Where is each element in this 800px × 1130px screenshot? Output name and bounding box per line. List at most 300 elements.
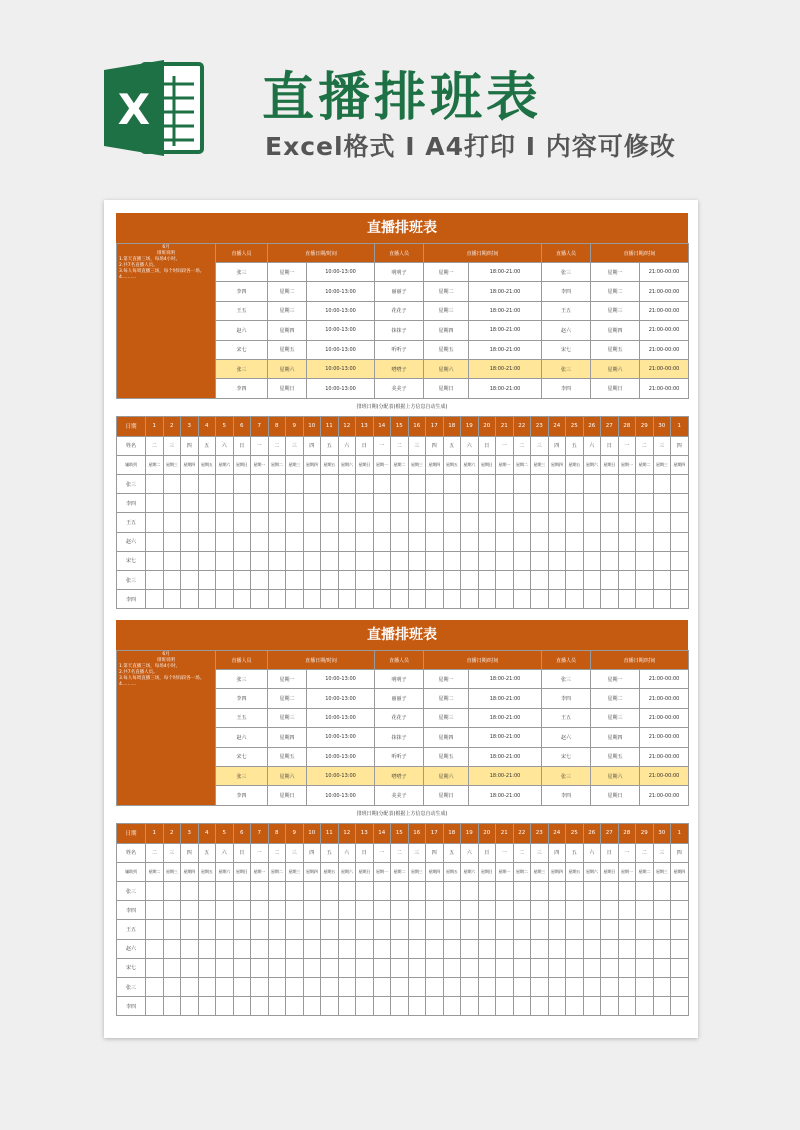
calendar-cell[interactable] bbox=[408, 958, 426, 977]
schedule-cell[interactable]: 10:00-13:00 bbox=[307, 708, 375, 727]
schedule-cell[interactable]: 星期一 bbox=[424, 263, 469, 282]
schedule-cell[interactable]: 10:00-13:00 bbox=[307, 670, 375, 689]
calendar-cell[interactable] bbox=[233, 978, 251, 997]
schedule-cell[interactable]: 10:00-13:00 bbox=[307, 379, 375, 398]
calendar-cell[interactable] bbox=[321, 882, 339, 901]
calendar-cell[interactable] bbox=[443, 571, 461, 590]
calendar-cell[interactable] bbox=[636, 978, 654, 997]
schedule-cell[interactable]: 21:00-00:00 bbox=[640, 282, 689, 301]
calendar-cell[interactable] bbox=[636, 532, 654, 551]
schedule-cell[interactable]: 10:00-13:00 bbox=[307, 321, 375, 340]
calendar-cell[interactable] bbox=[408, 494, 426, 513]
calendar-cell[interactable] bbox=[548, 513, 566, 532]
calendar-cell[interactable] bbox=[356, 882, 374, 901]
calendar-cell[interactable] bbox=[303, 920, 321, 939]
calendar-cell[interactable] bbox=[548, 571, 566, 590]
schedule-cell[interactable]: 星期五 bbox=[268, 340, 307, 359]
calendar-cell[interactable] bbox=[146, 475, 164, 494]
calendar-cell[interactable] bbox=[583, 532, 601, 551]
schedule-cell[interactable]: 张三 bbox=[542, 359, 591, 378]
calendar-cell[interactable] bbox=[618, 513, 636, 532]
calendar-cell[interactable] bbox=[443, 551, 461, 570]
calendar-cell[interactable] bbox=[548, 551, 566, 570]
schedule-cell[interactable]: 10:00-13:00 bbox=[307, 301, 375, 320]
schedule-cell[interactable]: 18:00-21:00 bbox=[469, 689, 542, 708]
schedule-cell[interactable]: 赵六 bbox=[216, 321, 268, 340]
calendar-cell[interactable] bbox=[601, 551, 619, 570]
calendar-cell[interactable] bbox=[496, 590, 514, 609]
schedule-cell[interactable]: 星期六 bbox=[424, 766, 469, 785]
calendar-cell[interactable] bbox=[233, 532, 251, 551]
schedule-cell[interactable]: 星期六 bbox=[424, 359, 469, 378]
calendar-cell[interactable] bbox=[373, 551, 391, 570]
calendar-cell[interactable] bbox=[286, 978, 304, 997]
schedule-cell[interactable]: 花花子 bbox=[375, 708, 424, 727]
calendar-cell[interactable] bbox=[461, 978, 479, 997]
calendar-cell[interactable] bbox=[356, 532, 374, 551]
calendar-cell[interactable] bbox=[671, 571, 689, 590]
calendar-cell[interactable] bbox=[601, 475, 619, 494]
calendar-cell[interactable] bbox=[653, 513, 671, 532]
calendar-cell[interactable] bbox=[583, 551, 601, 570]
calendar-cell[interactable] bbox=[513, 571, 531, 590]
calendar-cell[interactable] bbox=[531, 551, 549, 570]
calendar-cell[interactable] bbox=[583, 494, 601, 513]
calendar-cell[interactable] bbox=[653, 920, 671, 939]
schedule-cell[interactable]: 张三 bbox=[542, 766, 591, 785]
calendar-cell[interactable] bbox=[181, 939, 199, 958]
calendar-cell[interactable] bbox=[531, 494, 549, 513]
calendar-cell[interactable] bbox=[391, 939, 409, 958]
calendar-cell[interactable] bbox=[391, 978, 409, 997]
calendar-cell[interactable] bbox=[303, 958, 321, 977]
schedule-cell[interactable]: 10:00-13:00 bbox=[307, 282, 375, 301]
calendar-cell[interactable] bbox=[566, 532, 584, 551]
calendar-cell[interactable] bbox=[478, 532, 496, 551]
calendar-cell[interactable] bbox=[198, 475, 216, 494]
calendar-cell[interactable] bbox=[478, 494, 496, 513]
calendar-cell[interactable] bbox=[513, 939, 531, 958]
schedule-cell[interactable]: 18:00-21:00 bbox=[469, 301, 542, 320]
calendar-cell[interactable] bbox=[391, 494, 409, 513]
calendar-cell[interactable] bbox=[513, 590, 531, 609]
calendar-cell[interactable] bbox=[636, 590, 654, 609]
calendar-cell[interactable] bbox=[618, 920, 636, 939]
calendar-cell[interactable] bbox=[268, 939, 286, 958]
calendar-cell[interactable] bbox=[513, 494, 531, 513]
schedule-cell[interactable]: 10:00-13:00 bbox=[307, 747, 375, 766]
calendar-cell[interactable] bbox=[251, 475, 269, 494]
calendar-cell[interactable] bbox=[146, 958, 164, 977]
schedule-cell[interactable]: 明明子 bbox=[375, 670, 424, 689]
calendar-cell[interactable] bbox=[163, 475, 181, 494]
calendar-cell[interactable] bbox=[478, 571, 496, 590]
schedule-cell[interactable]: 美美子 bbox=[375, 786, 424, 805]
calendar-cell[interactable] bbox=[373, 958, 391, 977]
calendar-cell[interactable] bbox=[146, 920, 164, 939]
calendar-cell[interactable] bbox=[426, 939, 444, 958]
calendar-cell[interactable] bbox=[251, 997, 269, 1016]
calendar-cell[interactable] bbox=[198, 997, 216, 1016]
schedule-cell[interactable]: 18:00-21:00 bbox=[469, 340, 542, 359]
schedule-cell[interactable]: 21:00-00:00 bbox=[640, 321, 689, 340]
calendar-cell[interactable] bbox=[321, 920, 339, 939]
schedule-cell[interactable]: 星期一 bbox=[591, 263, 640, 282]
calendar-cell[interactable] bbox=[601, 494, 619, 513]
calendar-cell[interactable] bbox=[478, 939, 496, 958]
calendar-cell[interactable] bbox=[286, 920, 304, 939]
calendar-cell[interactable] bbox=[356, 571, 374, 590]
calendar-cell[interactable] bbox=[338, 920, 356, 939]
calendar-cell[interactable] bbox=[583, 958, 601, 977]
schedule-cell[interactable]: 李四 bbox=[542, 282, 591, 301]
calendar-cell[interactable] bbox=[496, 882, 514, 901]
calendar-cell[interactable] bbox=[408, 978, 426, 997]
schedule-cell[interactable]: 李四 bbox=[216, 379, 268, 398]
calendar-cell[interactable] bbox=[251, 920, 269, 939]
calendar-cell[interactable] bbox=[216, 571, 234, 590]
calendar-cell[interactable] bbox=[566, 494, 584, 513]
calendar-cell[interactable] bbox=[373, 882, 391, 901]
calendar-cell[interactable] bbox=[163, 513, 181, 532]
calendar-cell[interactable] bbox=[601, 882, 619, 901]
calendar-cell[interactable] bbox=[671, 494, 689, 513]
calendar-cell[interactable] bbox=[181, 590, 199, 609]
calendar-cell[interactable] bbox=[671, 532, 689, 551]
schedule-cell[interactable]: 10:00-13:00 bbox=[307, 689, 375, 708]
schedule-cell[interactable]: 星期二 bbox=[591, 689, 640, 708]
calendar-cell[interactable] bbox=[146, 978, 164, 997]
calendar-cell[interactable] bbox=[496, 958, 514, 977]
calendar-cell[interactable] bbox=[181, 475, 199, 494]
calendar-cell[interactable] bbox=[671, 882, 689, 901]
schedule-cell[interactable]: 李四 bbox=[216, 282, 268, 301]
schedule-cell[interactable]: 10:00-13:00 bbox=[307, 766, 375, 785]
calendar-cell[interactable] bbox=[268, 978, 286, 997]
schedule-cell[interactable]: 10:00-13:00 bbox=[307, 340, 375, 359]
calendar-cell[interactable] bbox=[531, 997, 549, 1016]
calendar-cell[interactable] bbox=[198, 590, 216, 609]
calendar-cell[interactable] bbox=[181, 513, 199, 532]
calendar-cell[interactable] bbox=[251, 882, 269, 901]
schedule-cell[interactable]: 18:00-21:00 bbox=[469, 708, 542, 727]
calendar-cell[interactable] bbox=[496, 978, 514, 997]
calendar-cell[interactable] bbox=[146, 551, 164, 570]
schedule-cell[interactable]: 星期四 bbox=[268, 321, 307, 340]
calendar-cell[interactable] bbox=[583, 882, 601, 901]
calendar-cell[interactable] bbox=[566, 882, 584, 901]
schedule-cell[interactable]: 王五 bbox=[542, 708, 591, 727]
calendar-cell[interactable] bbox=[426, 532, 444, 551]
calendar-cell[interactable] bbox=[583, 978, 601, 997]
calendar-cell[interactable] bbox=[198, 551, 216, 570]
calendar-cell[interactable] bbox=[566, 901, 584, 920]
calendar-cell[interactable] bbox=[566, 590, 584, 609]
calendar-cell[interactable] bbox=[426, 958, 444, 977]
schedule-cell[interactable]: 星期五 bbox=[424, 747, 469, 766]
calendar-cell[interactable] bbox=[251, 513, 269, 532]
calendar-cell[interactable] bbox=[443, 978, 461, 997]
schedule-cell[interactable]: 宋七 bbox=[216, 747, 268, 766]
calendar-cell[interactable] bbox=[426, 882, 444, 901]
schedule-cell[interactable]: 星期一 bbox=[424, 670, 469, 689]
calendar-cell[interactable] bbox=[461, 475, 479, 494]
schedule-cell[interactable]: 星期三 bbox=[268, 708, 307, 727]
calendar-cell[interactable] bbox=[426, 571, 444, 590]
calendar-cell[interactable] bbox=[198, 882, 216, 901]
calendar-cell[interactable] bbox=[338, 590, 356, 609]
schedule-cell[interactable]: 18:00-21:00 bbox=[469, 766, 542, 785]
calendar-cell[interactable] bbox=[321, 901, 339, 920]
calendar-cell[interactable] bbox=[618, 571, 636, 590]
calendar-cell[interactable] bbox=[338, 958, 356, 977]
calendar-cell[interactable] bbox=[321, 958, 339, 977]
calendar-cell[interactable] bbox=[233, 475, 251, 494]
calendar-cell[interactable] bbox=[251, 571, 269, 590]
calendar-cell[interactable] bbox=[653, 939, 671, 958]
calendar-cell[interactable] bbox=[233, 551, 251, 570]
schedule-cell[interactable]: 星期日 bbox=[268, 786, 307, 805]
calendar-cell[interactable] bbox=[233, 939, 251, 958]
schedule-cell[interactable]: 21:00-00:00 bbox=[640, 670, 689, 689]
calendar-cell[interactable] bbox=[303, 997, 321, 1016]
calendar-cell[interactable] bbox=[146, 997, 164, 1016]
calendar-cell[interactable] bbox=[531, 475, 549, 494]
calendar-cell[interactable] bbox=[618, 590, 636, 609]
calendar-cell[interactable] bbox=[443, 958, 461, 977]
calendar-cell[interactable] bbox=[566, 571, 584, 590]
calendar-cell[interactable] bbox=[286, 997, 304, 1016]
calendar-cell[interactable] bbox=[373, 997, 391, 1016]
calendar-cell[interactable] bbox=[391, 513, 409, 532]
schedule-cell[interactable]: 抹抹子 bbox=[375, 321, 424, 340]
calendar-cell[interactable] bbox=[636, 997, 654, 1016]
calendar-cell[interactable] bbox=[146, 901, 164, 920]
calendar-cell[interactable] bbox=[548, 958, 566, 977]
schedule-cell[interactable]: 张三 bbox=[542, 670, 591, 689]
schedule-cell[interactable]: 星期三 bbox=[591, 301, 640, 320]
calendar-cell[interactable] bbox=[513, 551, 531, 570]
schedule-cell[interactable]: 王五 bbox=[542, 301, 591, 320]
calendar-cell[interactable] bbox=[583, 571, 601, 590]
calendar-cell[interactable] bbox=[548, 532, 566, 551]
calendar-cell[interactable] bbox=[636, 494, 654, 513]
calendar-cell[interactable] bbox=[478, 590, 496, 609]
calendar-cell[interactable] bbox=[513, 901, 531, 920]
calendar-cell[interactable] bbox=[636, 939, 654, 958]
schedule-cell[interactable]: 星期六 bbox=[268, 359, 307, 378]
calendar-cell[interactable] bbox=[286, 551, 304, 570]
calendar-cell[interactable] bbox=[426, 551, 444, 570]
calendar-cell[interactable] bbox=[303, 901, 321, 920]
calendar-cell[interactable] bbox=[443, 939, 461, 958]
calendar-cell[interactable] bbox=[321, 590, 339, 609]
calendar-cell[interactable] bbox=[163, 901, 181, 920]
calendar-cell[interactable] bbox=[461, 532, 479, 551]
schedule-cell[interactable]: 星期一 bbox=[268, 263, 307, 282]
calendar-cell[interactable] bbox=[636, 513, 654, 532]
calendar-cell[interactable] bbox=[671, 958, 689, 977]
calendar-cell[interactable] bbox=[268, 882, 286, 901]
calendar-cell[interactable] bbox=[373, 939, 391, 958]
calendar-cell[interactable] bbox=[496, 551, 514, 570]
schedule-cell[interactable]: 星期三 bbox=[424, 708, 469, 727]
schedule-cell[interactable]: 李四 bbox=[542, 379, 591, 398]
calendar-cell[interactable] bbox=[268, 571, 286, 590]
calendar-cell[interactable] bbox=[671, 978, 689, 997]
calendar-cell[interactable] bbox=[478, 920, 496, 939]
calendar-cell[interactable] bbox=[286, 532, 304, 551]
calendar-cell[interactable] bbox=[671, 920, 689, 939]
calendar-cell[interactable] bbox=[618, 939, 636, 958]
calendar-cell[interactable] bbox=[408, 590, 426, 609]
schedule-cell[interactable]: 张三 bbox=[542, 263, 591, 282]
schedule-cell[interactable]: 星期五 bbox=[268, 747, 307, 766]
schedule-cell[interactable]: 星期四 bbox=[591, 728, 640, 747]
calendar-cell[interactable] bbox=[391, 920, 409, 939]
calendar-cell[interactable] bbox=[601, 513, 619, 532]
calendar-cell[interactable] bbox=[443, 475, 461, 494]
calendar-cell[interactable] bbox=[548, 882, 566, 901]
schedule-cell[interactable]: 星期四 bbox=[268, 728, 307, 747]
schedule-cell[interactable]: 宋七 bbox=[542, 340, 591, 359]
calendar-cell[interactable] bbox=[636, 920, 654, 939]
schedule-cell[interactable]: 星期日 bbox=[424, 379, 469, 398]
calendar-cell[interactable] bbox=[251, 551, 269, 570]
calendar-cell[interactable] bbox=[338, 882, 356, 901]
calendar-cell[interactable] bbox=[233, 513, 251, 532]
calendar-cell[interactable] bbox=[478, 551, 496, 570]
calendar-cell[interactable] bbox=[618, 475, 636, 494]
calendar-cell[interactable] bbox=[566, 920, 584, 939]
schedule-cell[interactable]: 星期四 bbox=[424, 728, 469, 747]
schedule-cell[interactable]: 星期日 bbox=[591, 379, 640, 398]
calendar-cell[interactable] bbox=[233, 920, 251, 939]
calendar-cell[interactable] bbox=[181, 532, 199, 551]
calendar-cell[interactable] bbox=[636, 901, 654, 920]
calendar-cell[interactable] bbox=[303, 590, 321, 609]
calendar-cell[interactable] bbox=[391, 882, 409, 901]
schedule-cell[interactable]: 21:00-00:00 bbox=[640, 359, 689, 378]
schedule-cell[interactable]: 李四 bbox=[542, 689, 591, 708]
calendar-cell[interactable] bbox=[531, 532, 549, 551]
calendar-cell[interactable] bbox=[321, 551, 339, 570]
calendar-cell[interactable] bbox=[478, 475, 496, 494]
calendar-cell[interactable] bbox=[426, 920, 444, 939]
calendar-cell[interactable] bbox=[338, 475, 356, 494]
calendar-cell[interactable] bbox=[181, 882, 199, 901]
calendar-cell[interactable] bbox=[443, 590, 461, 609]
calendar-cell[interactable] bbox=[356, 997, 374, 1016]
calendar-cell[interactable] bbox=[601, 958, 619, 977]
calendar-cell[interactable] bbox=[426, 494, 444, 513]
calendar-cell[interactable] bbox=[146, 590, 164, 609]
calendar-cell[interactable] bbox=[146, 513, 164, 532]
schedule-cell[interactable]: 嗒嗒子 bbox=[375, 359, 424, 378]
schedule-cell[interactable]: 18:00-21:00 bbox=[469, 263, 542, 282]
calendar-cell[interactable] bbox=[618, 901, 636, 920]
calendar-cell[interactable] bbox=[461, 590, 479, 609]
calendar-cell[interactable] bbox=[601, 590, 619, 609]
calendar-cell[interactable] bbox=[636, 571, 654, 590]
schedule-cell[interactable]: 星期一 bbox=[591, 670, 640, 689]
calendar-cell[interactable] bbox=[251, 958, 269, 977]
calendar-cell[interactable] bbox=[496, 513, 514, 532]
calendar-cell[interactable] bbox=[251, 590, 269, 609]
calendar-cell[interactable] bbox=[286, 901, 304, 920]
schedule-cell[interactable]: 丽丽子 bbox=[375, 282, 424, 301]
calendar-cell[interactable] bbox=[286, 571, 304, 590]
calendar-cell[interactable] bbox=[653, 494, 671, 513]
calendar-cell[interactable] bbox=[461, 882, 479, 901]
calendar-cell[interactable] bbox=[548, 475, 566, 494]
calendar-cell[interactable] bbox=[618, 494, 636, 513]
calendar-cell[interactable] bbox=[408, 997, 426, 1016]
calendar-cell[interactable] bbox=[653, 571, 671, 590]
calendar-cell[interactable] bbox=[671, 513, 689, 532]
calendar-cell[interactable] bbox=[671, 939, 689, 958]
calendar-cell[interactable] bbox=[163, 882, 181, 901]
calendar-cell[interactable] bbox=[461, 958, 479, 977]
calendar-cell[interactable] bbox=[216, 494, 234, 513]
calendar-cell[interactable] bbox=[601, 920, 619, 939]
calendar-cell[interactable] bbox=[216, 958, 234, 977]
schedule-cell[interactable]: 明明子 bbox=[375, 263, 424, 282]
calendar-cell[interactable] bbox=[443, 997, 461, 1016]
calendar-cell[interactable] bbox=[618, 978, 636, 997]
calendar-cell[interactable] bbox=[426, 901, 444, 920]
calendar-cell[interactable] bbox=[583, 475, 601, 494]
calendar-cell[interactable] bbox=[478, 901, 496, 920]
calendar-cell[interactable] bbox=[163, 551, 181, 570]
calendar-cell[interactable] bbox=[601, 901, 619, 920]
schedule-cell[interactable]: 星期日 bbox=[591, 786, 640, 805]
calendar-cell[interactable] bbox=[531, 920, 549, 939]
calendar-cell[interactable] bbox=[653, 958, 671, 977]
calendar-cell[interactable] bbox=[601, 939, 619, 958]
schedule-cell[interactable]: 21:00-00:00 bbox=[640, 728, 689, 747]
calendar-cell[interactable] bbox=[303, 571, 321, 590]
calendar-cell[interactable] bbox=[426, 475, 444, 494]
calendar-cell[interactable] bbox=[146, 494, 164, 513]
calendar-cell[interactable] bbox=[303, 939, 321, 958]
calendar-cell[interactable] bbox=[636, 958, 654, 977]
calendar-cell[interactable] bbox=[303, 513, 321, 532]
schedule-cell[interactable]: 21:00-00:00 bbox=[640, 340, 689, 359]
calendar-cell[interactable] bbox=[268, 513, 286, 532]
schedule-cell[interactable]: 花花子 bbox=[375, 301, 424, 320]
calendar-cell[interactable] bbox=[356, 920, 374, 939]
schedule-cell[interactable]: 嗒嗒子 bbox=[375, 766, 424, 785]
calendar-cell[interactable] bbox=[548, 494, 566, 513]
calendar-cell[interactable] bbox=[268, 901, 286, 920]
calendar-cell[interactable] bbox=[163, 920, 181, 939]
schedule-cell[interactable]: 星期四 bbox=[591, 321, 640, 340]
calendar-cell[interactable] bbox=[496, 901, 514, 920]
calendar-cell[interactable] bbox=[233, 571, 251, 590]
calendar-cell[interactable] bbox=[286, 958, 304, 977]
calendar-cell[interactable] bbox=[461, 513, 479, 532]
calendar-cell[interactable] bbox=[233, 997, 251, 1016]
calendar-cell[interactable] bbox=[513, 475, 531, 494]
schedule-cell[interactable]: 星期二 bbox=[591, 282, 640, 301]
calendar-cell[interactable] bbox=[391, 475, 409, 494]
calendar-cell[interactable] bbox=[531, 571, 549, 590]
calendar-cell[interactable] bbox=[303, 532, 321, 551]
calendar-cell[interactable] bbox=[443, 532, 461, 551]
calendar-cell[interactable] bbox=[548, 978, 566, 997]
calendar-cell[interactable] bbox=[233, 958, 251, 977]
